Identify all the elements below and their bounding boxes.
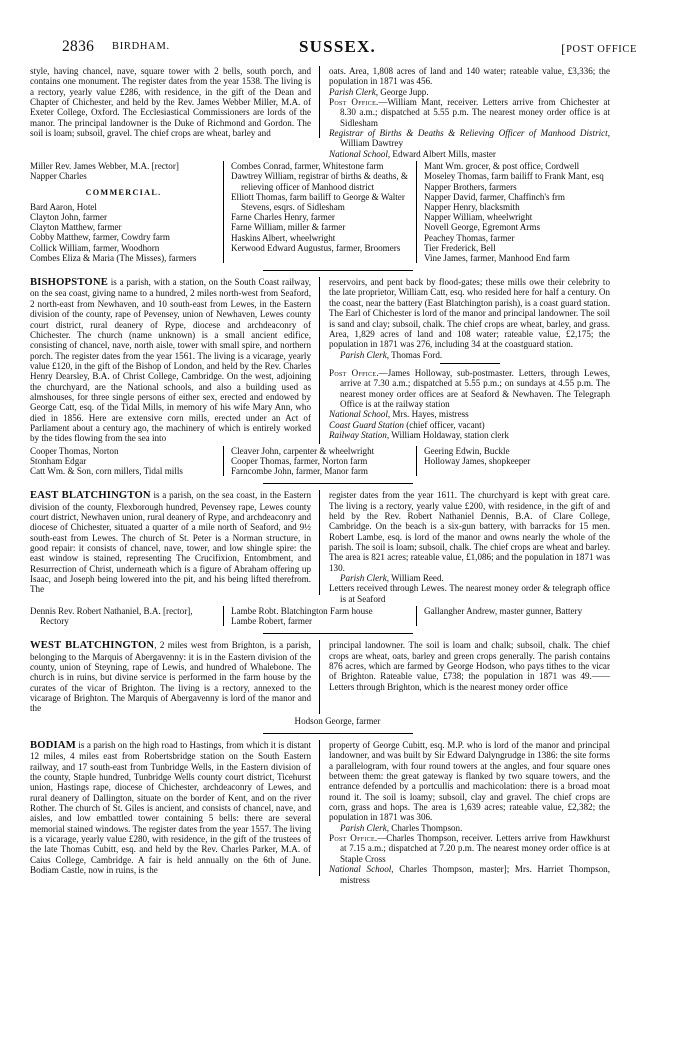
east-blatchington-directory bbox=[30, 606, 645, 626]
post-office-value: .—James Holloway, sub-postmaster. Letters, through Lewes, arrive at 7.30 a.m.; dispatched at 5.55 p.m.; on sundays at 4.55 p.m. The nearest money order offices are at Seaford & Newhaven. The Telegraph Office is at the railway station bbox=[340, 367, 611, 409]
official-line bbox=[329, 128, 610, 149]
west-blatchington-directory bbox=[30, 716, 645, 726]
official-line bbox=[329, 823, 610, 833]
list-item: Napper Brothers, farmers bbox=[424, 181, 517, 192]
list-item: Collick William, farmer, Woodhorn bbox=[30, 242, 160, 253]
parish-clerk-value: , Thomas Ford. bbox=[386, 349, 443, 360]
bishopstone-narrative-right: reservoirs, and pent back by flood-gates; these mills owe their celebrity to the late proprietor, William Catt, esq. who resided here for half a century. On the coast, near the battery (East Blatchington parish), is a coast guard station. The Earl of Chichester is lord of the manor and principal landowner. The soil is sand and clay; subsoil, chalk. The chief crops are wheat, barley, and grass. Area, 1,829 acres of land and 108 water; rateable value, £2,175; the population in 1871 was 276, including 34 at the coastguard station. bbox=[329, 277, 610, 350]
parish-text: is a parish, on the sea coast, in the Eastern division of the county, Flexborough hundred, Pevensey rape, Lewes county court district, Newhaven union, rural deanery of Rype, and archdeaconry and diocese of Chichester, situated a quarter of a mile north of Seaford, and 9½ south-east from Lewes. The church of St. Peter is a Norman structure, in good repair: it consists of chancel, nave, tower, and low shingle spire: the east window is stained, representing The Crucifixion, Entombment, and Resurrection of Christ, underneath which is a figure of Abraham offering up Isaac, and Joseph being lowered into the pit, and his being lifted therefrom. The bbox=[30, 490, 311, 595]
list-item: Stonham Edgar bbox=[30, 455, 87, 466]
list-item: Dennis Rev. Robert Nathaniel, B.A. [rector], Rectory bbox=[30, 606, 193, 627]
list-item: Holloway James, shopkeeper bbox=[424, 455, 531, 466]
bodiam-narrative-right: property of George Cubitt, esq. M.P. who is lord of the manor and principal landowner, and was built by Sir Edward Dalyngrudge in 1386: the site forms a parallelogram, with four round towers at the angles, and four square ones between them: the great gateway is flanked by two square towers, and the entrance defended by a portcullis and machicolation: there is a broad moat round it. The soil is loamy; subsoil, clay and gravel. The chief crops are corn, grass and hops. The area is 1,639 acres; rateable value, £2,382; the population in 1871 was 306. bbox=[329, 740, 610, 823]
birdham-narrative-right: oats. Area, 1,808 acres of land and 140 water; rateable value, £3,336; the population in 1871 was 456. bbox=[329, 66, 610, 87]
list-item: Gallangher Andrew, master gunner, Battery bbox=[424, 606, 583, 617]
parish-birdham bbox=[30, 66, 645, 271]
list-item: Haskins Albert, wheelwright bbox=[231, 232, 336, 243]
parish-west-blatchington bbox=[30, 640, 645, 734]
bishopstone-directory bbox=[30, 446, 645, 477]
parish-clerk-value: , George Jupp. bbox=[375, 86, 429, 97]
list-item: Cooper Thomas, farmer, Norton farm bbox=[231, 455, 368, 466]
birdham-directory-col-3 bbox=[416, 161, 609, 263]
east-blatchington-officials bbox=[329, 573, 610, 604]
running-head-parish: BIRDHAM. bbox=[112, 41, 170, 52]
national-school-value: , Charles Thompson, master]; Mrs. Harriet Thompson, mistress bbox=[340, 864, 610, 885]
list-item: Elliott Thomas, farm bailiff to George & Walter Stevens, esqrs. of Sidlesham bbox=[231, 191, 405, 212]
parish-bishopstone bbox=[30, 277, 645, 484]
list-item: Napper William, wheelwright bbox=[424, 212, 533, 223]
section-divider bbox=[263, 633, 413, 634]
west-blatchington-column-right bbox=[320, 640, 610, 692]
list-item: Napper Henry, blacksmith bbox=[424, 201, 520, 212]
list-item: Clayton John, farmer bbox=[30, 211, 108, 222]
coast-guard-value: (chief officer, vacant) bbox=[403, 419, 485, 430]
bishopstone-directory-col-2 bbox=[223, 446, 416, 477]
national-school-label: National School bbox=[329, 148, 388, 159]
section-divider bbox=[263, 483, 413, 484]
list-item: Novell George, Egremont Arms bbox=[424, 222, 541, 233]
railway-station-label: Railway Station bbox=[329, 429, 387, 440]
list-item: Moseley Thomas, farm bailiff to Frank Mant, esq bbox=[424, 171, 604, 182]
official-line bbox=[329, 350, 610, 360]
parish-name: BODIAM bbox=[30, 740, 76, 752]
west-blatchington-narrative-right: principal landowner. The soil is loam and chalk; subsoil, chalk. The chief crops are wheat, oats, barley and green crops generally. The parish contains 876 acres, which are farmed by George Hodson, who pays tithes to the vicar of Brighton. Rateable value, £738; the population in 1871 was 49.——Letters through Brighton, which is the nearest money order office bbox=[329, 640, 610, 692]
list-item: Combes Conrad, farmer, Whitestone farm bbox=[231, 161, 384, 172]
east-blatchington-narrative-right: register dates from the year 1611. The churchyard is kept with great care. The living is a rectory, yearly value £200, with residence, in the gift of and held by the Rev. Robert Nathaniel Dennis, B.A. of Clare College, Cambridge. On the beach is a six-gun battery, with barracks for 15 men. Robert Lambe, esq. is lord of the manor and owns nearly the whole of the parish. The soil is loam; subsoil, chalk. The chief crops are wheat and barley. The area is 821 acres; rateable value, £1,086; and the population in 1871 was 130. bbox=[329, 490, 610, 573]
official-line bbox=[329, 864, 610, 885]
post-office-label: Post Office bbox=[329, 367, 377, 378]
bodiam-column-left bbox=[30, 740, 320, 875]
list-item: Peachey Thomas, farmer bbox=[424, 232, 515, 243]
registrar-label: Registrar of Births & Deaths & Relieving Officer of Manhood District bbox=[329, 128, 608, 139]
parish-name: EAST BLATCHINGTON bbox=[30, 490, 151, 502]
bodiam-column-right bbox=[320, 740, 610, 885]
birdham-directory-col-1 bbox=[30, 161, 223, 263]
national-school-value: , Mrs. Hayes, mistress bbox=[387, 409, 469, 420]
parish-clerk-value: , William Reed. bbox=[386, 572, 444, 583]
official-line bbox=[329, 149, 610, 159]
west-blatchington-narrative-left bbox=[30, 640, 311, 713]
post-office-value: .—Charles Thompson, receiver. Letters arrive from Hawkhurst at 7.15 a.m.; dispatched at 7.20 p.m. The nearest money order office is at Staple Cross bbox=[340, 833, 610, 864]
list-item: Lambe Robert, farmer bbox=[231, 616, 313, 627]
section-divider bbox=[263, 733, 413, 734]
list-item: Vine James, farmer, Manhood End farm bbox=[424, 252, 570, 263]
official-line bbox=[329, 420, 610, 430]
post-office-label: Post Office bbox=[329, 833, 375, 844]
west-blatchington-column-left bbox=[30, 640, 320, 713]
parish-name: BISHOPSTONE bbox=[30, 277, 108, 289]
list-item: Hodson George, farmer bbox=[294, 715, 381, 726]
parish-text: , 2 miles west from Brighton, is a parish, belonging to the Marquis of Abergavenny: it is in the Eastern division of the county, union of Steyning, rape of Lewis, and hundred of Whalebone. The church is in ruins, but divine service is performed in the farm house by the curates of the vicar of Brighton. The living is a rectory, annexed to the vicarage of Brighton. The Marquis of Abergavenny is lord of the manor and the bbox=[30, 640, 311, 714]
parish-clerk-value: , Charles Thompson. bbox=[386, 822, 463, 833]
page-folio: 2836 bbox=[62, 38, 95, 55]
list-item: Combes Eliza & Maria (The Misses), farmers bbox=[30, 252, 197, 263]
official-line bbox=[329, 573, 610, 583]
bracket-glyph: [ bbox=[561, 41, 567, 56]
east-blatchington-directory-col-1 bbox=[30, 606, 223, 626]
parish-clerk-label: Parish Clerk bbox=[340, 349, 387, 360]
bishopstone-directory-col-1 bbox=[30, 446, 223, 477]
list-item: Miller Rev. James Webber, M.A. [rector] bbox=[30, 161, 179, 172]
list-item: Cleaver John, carpenter & wheelwright bbox=[231, 445, 375, 456]
list-item: Napper Charles bbox=[30, 171, 87, 182]
post-office-value: .—William Mant, receiver. Letters arrive from Chichester at 8.30 a.m.; dispatched at 5.55 p.m. The nearest money order office is at Sidlesham bbox=[340, 97, 611, 128]
running-head-section bbox=[561, 41, 637, 57]
east-blatchington-directory-col-2 bbox=[223, 606, 416, 626]
list-item: Cobby Matthew, farmer, Cowdry farm bbox=[30, 232, 170, 243]
list-item: Catt Wm. & Son, corn millers, Tidal mills bbox=[30, 466, 183, 477]
birdham-narrative-left: style, having chancel, nave, square tower with 2 bells, south porch, and contains one monument. The register dates from the year 1538. The living is a rectory, yearly value £286, with residence, in the gift of the Dean and Chapter of Chichester, and held by the Rev. James Webber Miller, M.A. of Exeter College, Oxford. The Ecclesiastical Commissioners are lords of the manor. The principal landowner is the Duke of Richmond and Gordon. The soil is loam; subsoil, gravel. The chief crops are wheat, barley and bbox=[30, 66, 311, 139]
birdham-officials bbox=[329, 87, 610, 159]
bodiam-narrative-left bbox=[30, 740, 311, 875]
east-blatchington-column-left bbox=[30, 490, 320, 594]
list-item: Dawtrey William, registrar of births & deaths, & relieving officer of Manhood district bbox=[231, 171, 409, 192]
post-office-label: Post Office bbox=[329, 97, 377, 108]
list-item: Farncombe John, farmer, Manor farm bbox=[231, 466, 369, 477]
list-item: Mant Wm. grocer, & post office, Cordwell bbox=[424, 161, 580, 172]
list-item: Farne Charles Henry, farmer bbox=[231, 212, 335, 223]
birdham-directory-col-2 bbox=[223, 161, 416, 263]
list-item: Cooper Thomas, Norton bbox=[30, 445, 119, 456]
section-divider bbox=[263, 270, 413, 271]
railway-station-value: , William Holdaway, station clerk bbox=[386, 429, 509, 440]
national-school-value: , Edward Albert Mills, master bbox=[387, 148, 496, 159]
list-item: Napper David, farmer, Chaffinch's frm bbox=[424, 191, 565, 202]
page-body bbox=[30, 66, 645, 885]
parish-east-blatchington bbox=[30, 490, 645, 634]
registrar-value: , William Dawtrey bbox=[340, 128, 610, 149]
bishopstone-column-right bbox=[320, 277, 610, 440]
running-head bbox=[28, 38, 647, 60]
parish-text: is a parish on the high road to Hastings, from which it is distant 12 miles, 4 miles east from Robertsbridge station on the South Eastern railway, and 17 south-east from Tunbridge Wells, in the Eastern division of the county, Staple hundred, Tunbridge Wells county court district, Ticehurst union, Hastings rape, diocese of Chichester, archdeaconry of Lewes, and rural deanery of Dallington, situate on the border of Kent, and on the river Rother. The church of St. Giles is ancient, and consists of chancel, nave, and aisles, and low embattled tower containing 5 bells: there are several memorial stained windows. The register dates from the year 1557. The living is a vicarage, yearly value £280, with residence, in the gift of the trustees of the late Thomas Cubitt, esq. and held by the Rev. Charles Parker, M.A. of Caius College, Cambridge. A fair is held annually on the 6th of June. Bodiam Castle, now in ruins, is the bbox=[30, 740, 311, 876]
list-item: Lambe Robt. Blatchington Farm house bbox=[231, 606, 373, 617]
parish-name: WEST BLATCHINGTON bbox=[30, 640, 155, 652]
parish-clerk-label: Parish Clerk bbox=[329, 86, 376, 97]
list-item: Farne William, miller & farmer bbox=[231, 222, 346, 233]
bishopstone-column-left bbox=[30, 277, 320, 444]
birdham-column-left bbox=[30, 66, 320, 138]
directory-page bbox=[0, 38, 675, 1061]
inline-divider bbox=[440, 363, 500, 364]
official-line bbox=[329, 368, 610, 409]
official-line bbox=[329, 87, 610, 97]
official-line: Letters received through Lewes. The nearest money order & telegraph office is at Seaford bbox=[329, 583, 610, 604]
parish-clerk-label: Parish Clerk bbox=[340, 572, 387, 583]
list-item: Kerwood Edward Augustus, farmer, Broomers bbox=[231, 242, 401, 253]
parish-clerk-label: Parish Clerk bbox=[340, 822, 387, 833]
east-blatchington-column-right bbox=[320, 490, 610, 604]
list-item: Clayton Matthew, farmer bbox=[30, 222, 122, 233]
list-item: Geering Edwin, Buckle bbox=[424, 445, 510, 456]
west-blatchington-entry-wrap bbox=[30, 716, 645, 726]
official-line bbox=[329, 833, 610, 864]
birdham-directory bbox=[30, 161, 645, 263]
bishopstone-narrative-left bbox=[30, 277, 311, 444]
bodiam-officials bbox=[329, 823, 610, 885]
parish-bodiam bbox=[30, 740, 645, 885]
east-blatchington-narrative-left bbox=[30, 490, 311, 594]
list-item: Tier Frederick, Bell bbox=[424, 242, 496, 253]
commercial-heading: COMMERCIAL. bbox=[85, 187, 162, 197]
bishopstone-officials bbox=[329, 350, 610, 441]
coast-guard-label: Coast Guard Station bbox=[329, 419, 404, 430]
east-blatchington-directory-col-3 bbox=[416, 606, 609, 626]
running-head-section-label: POST OFFICE bbox=[566, 44, 637, 55]
running-head-county: SUSSEX. bbox=[299, 37, 376, 56]
bishopstone-directory-col-3 bbox=[416, 446, 609, 477]
birdham-column-right bbox=[320, 66, 610, 159]
official-line bbox=[329, 409, 610, 419]
list-item: Bard Aaron, Hotel bbox=[30, 201, 97, 212]
national-school-label: National School bbox=[329, 409, 388, 420]
parish-text: is a parish, with a station, on the South Coast railway, on the sea coast, giving name to a hundred, 2 miles north-west from Seaford, 2 north-east from Newhaven, and 10 south-east from Lewes, in the Eastern division of the county, rape of Pevensey, union of Newhaven, Lewes county court district, rural deanery of Rype, diocese and archdeaconry of Chichester. The church (name unknown) is a small ancient edifice, consisting of chancel, nave, north aisle, tower with small spire, and northern porch. The register dates from the year 1561. The living is a vicarage, yearly value £120, in the gift of the Bishop of London, and held by the Rev. Charles Henry Dearsley, B.A. of Christ College, Cambridge. On the west, adjoining the churchyard, are the National schools, and also a building used as almshouses, for three single persons of either sex, erected and endowed by George Catt, esq. of the Tidal Mills, in memory of his wife Mary Ann, who died in 1856. Here are extensive corn mills, erected under an Act of Parliament about a century ago, the machinery of which is entirely worked by the tides flowing from the sea into bbox=[30, 277, 311, 444]
official-line bbox=[329, 430, 610, 440]
official-line bbox=[329, 97, 610, 128]
national-school-label: National School bbox=[329, 864, 392, 875]
